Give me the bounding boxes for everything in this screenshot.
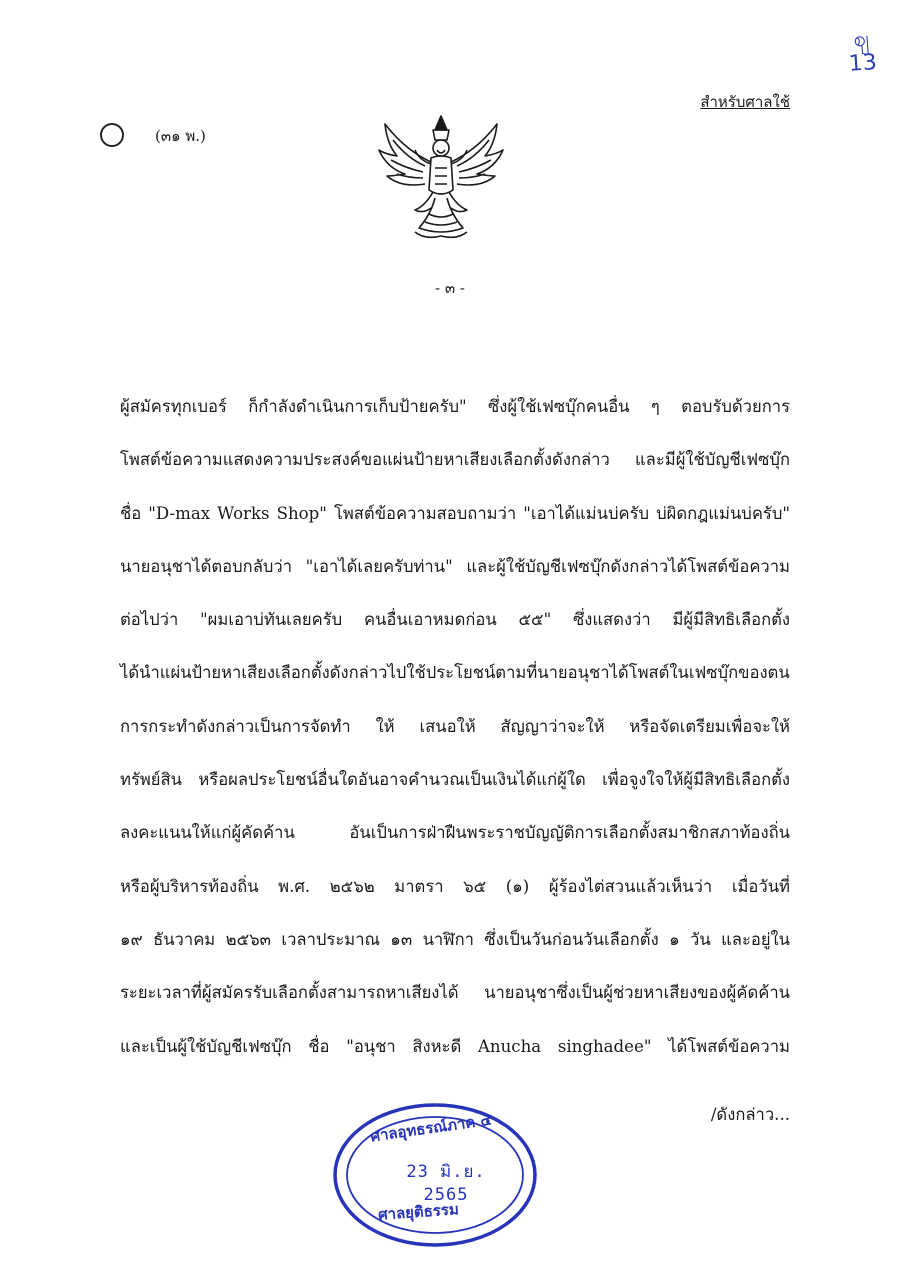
form-code: (๓๑ พ.) [155,127,206,145]
handwritten-page-mark: ဈ 13 [847,26,878,77]
body-line: ผู้สมัครทุกเบอร์ ก็กำลังดำเนินการเก็บป้ายครับ" ซึ่งผู้ใช้เฟซบุ๊กคนอื่น ๆ ตอบรับด้วยการ [120,397,790,416]
body-line: ชื่อ "D-max Works Shop" โพสต์ข้อความสอบถามว่า "เอาได้แม่นบ่ครับ บ่ผิดกฎแม่นบ่ครับ" [120,503,790,523]
body-line: ๑๙ ธันวาคม ๒๕๖๓ เวลาประมาณ ๑๓ นาฬิกา ซึ่งเป็นวันก่อนวันเลือกตั้ง ๑ วัน และอยู่ใน [120,929,790,949]
continuation-text: /ดังกล่าว... [710,1105,790,1124]
body-text [120,396,790,1089]
garuda-emblem-icon [375,110,507,242]
body-line: ต่อไปว่า "ผมเอาบ่ทันเลยครับ คนอื่นเอาหมดก่อน ๕๕" ซึ่งแสดงว่า มีผู้มีสิทธิเลือกตั้ง [120,610,790,630]
body-line: ได้นำแผ่นป้ายหาเสียงเลือกตั้งดังกล่าวไปใช้ประโยชน์ตามที่นายอนุชาได้โพสต์ในเฟซบุ๊กของตน [120,663,790,683]
stamp-org: ศาลยุติธรรม [377,1200,460,1224]
body-line: และเป็นผู้ใช้บัญชีเฟซบุ๊ก ชื่อ "อนุชา สิงหะดี Anucha singhadee" ได้โพสต์ข้อความ [120,1036,790,1056]
body-line: การกระทำดังกล่าวเป็นการจัดทำ ให้ เสนอให้ สัญญาว่าจะให้ หรือจัดเตรียมเพื่อจะให้ [120,716,790,736]
court-use-label: สำหรับศาลใช้ [700,93,790,111]
body-line: นายอนุชาได้ตอบกลับว่า "เอาได้เลยครับท่าน" และผู้ใช้บัญชีเฟซบุ๊กดังกล่าวได้โพสต์ข้อความ [120,556,790,576]
page-number: - ๓ - [435,279,465,297]
form-circle-icon [100,123,124,147]
stamp-court-name: ศาลอุทธรณ์ภาค ๔ [369,1110,493,1146]
body-line: ลงคะแนนให้แก่ผู้คัดค้าน อันเป็นการฝ่าฝืนพระราชบัญญัติการเลือกตั้งสมาชิกสภาท้องถิ่น [120,823,790,843]
stamp-date: 23 มิ.ย. 2565 [406,1162,486,1205]
body-line: ทรัพย์สิน หรือผลประโยชน์อื่นใดอันอาจคำนวณเป็นเงินได้แก่ผู้ใด เพื่อจูงใจให้ผู้มีสิทธิเลือกตั้ง [120,770,790,790]
body-line: หรือผู้บริหารท้องถิ่น พ.ศ. ๒๕๖๒ มาตรา ๖๕ (๑) ผู้ร้องไต่สวนแล้วเห็นว่า เมื่อวันที่ [120,876,790,896]
body-line: ระยะเวลาที่ผู้สมัครรับเลือกตั้งสามารถหาเสียงได้ นายอนุชาซึ่งเป็นผู้ช่วยหาเสียงของผู้คัดค้าน [120,983,790,1003]
body-line: โพสต์ข้อความแสดงความประสงค์ขอแผ่นป้ายหาเสียงเลือกตั้งดังกล่าว และมีผู้ใช้บัญชีเฟซบุ๊ก [120,450,790,470]
